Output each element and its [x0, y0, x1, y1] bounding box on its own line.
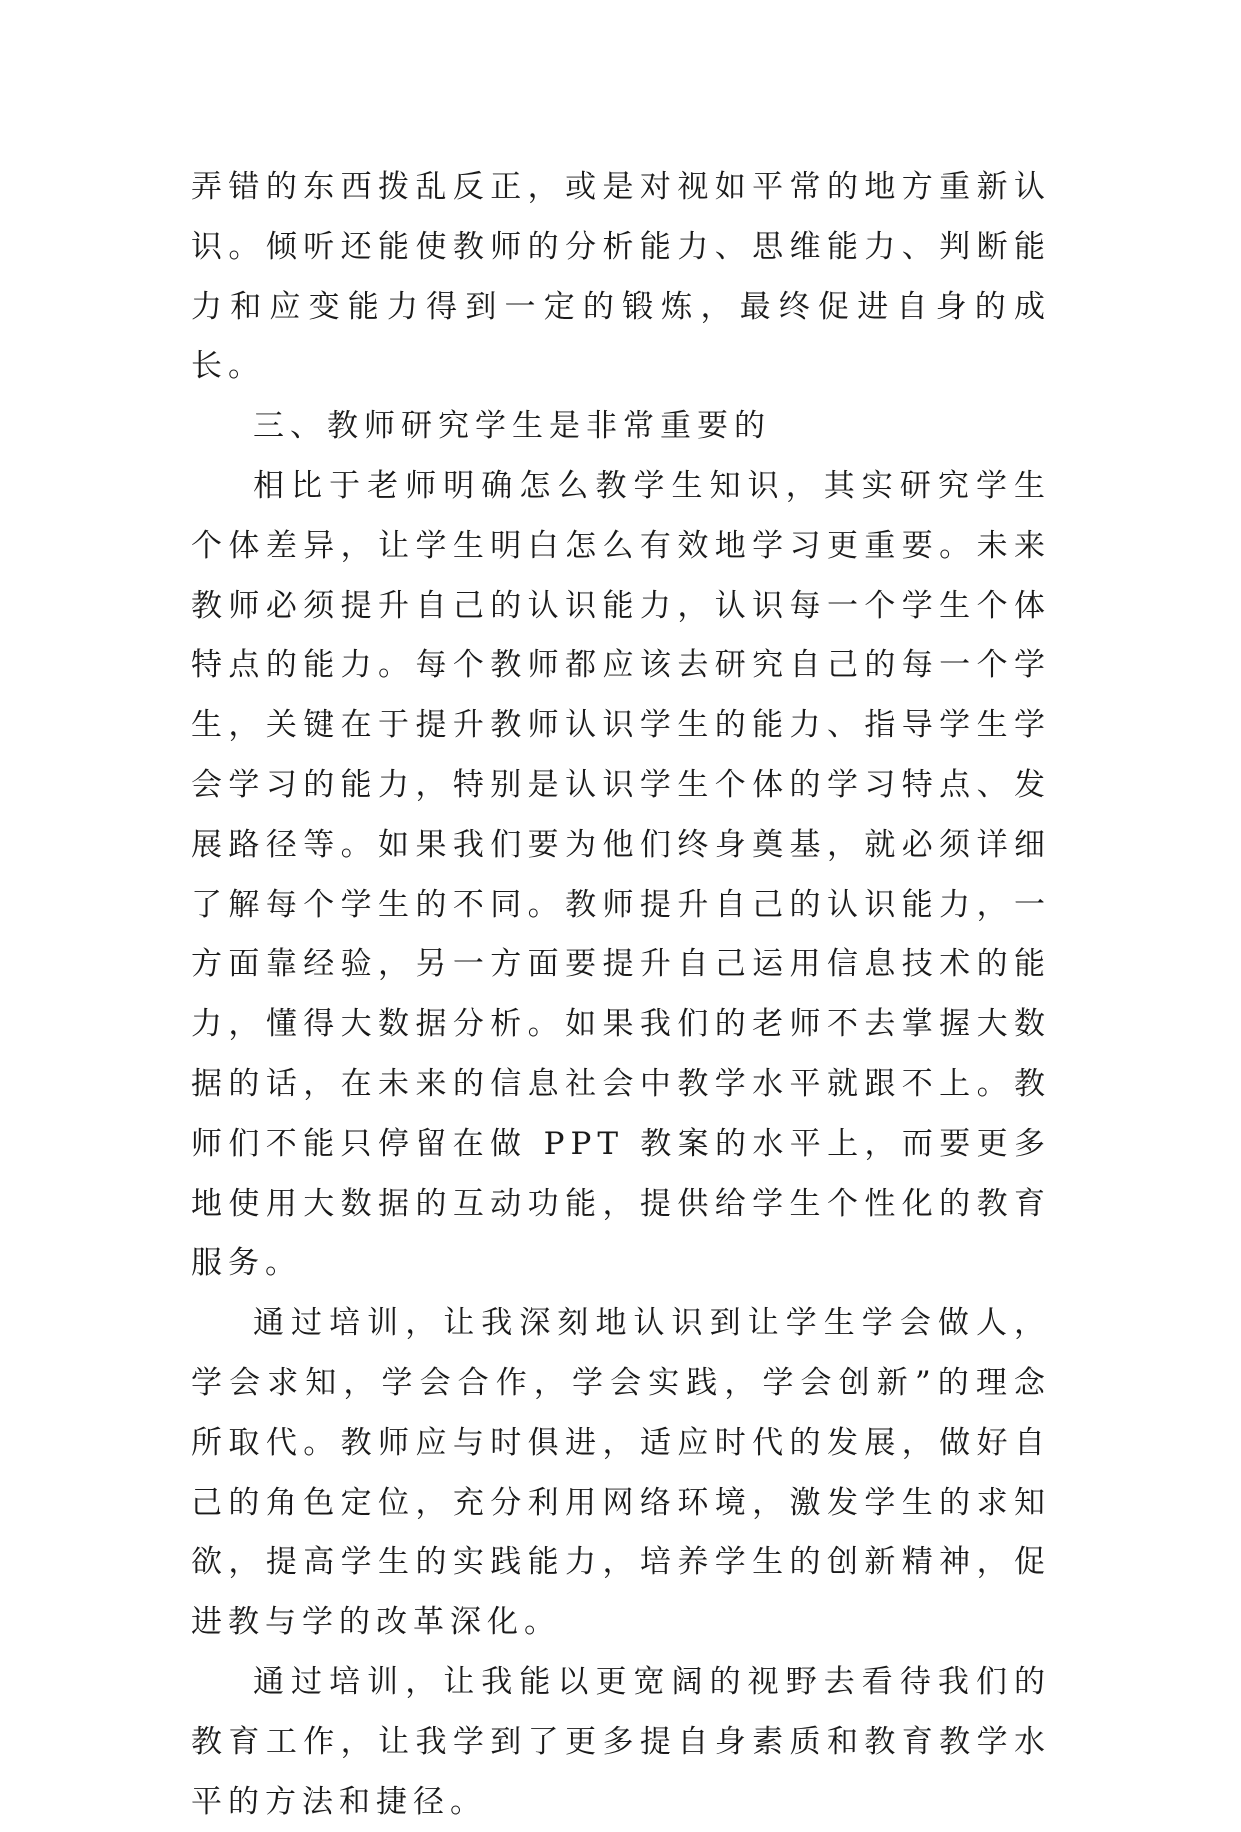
paragraph-continuation: 弄错的东西拨乱反正，或是对视如平常的地方重新认识。倾听还能使教师的分析能力、思维能力、判断能力和应变能力得到一定的锻炼，最终促进自身的成长。 [191, 169, 1051, 385]
document-body [191, 158, 1051, 1832]
paragraph-training-conclusion: 通过培训，让我能以更宽阔的视野去看待我们的教育工作，让我学到了更多提自身素质和教育教学水平的方法和捷径。 [191, 1663, 1051, 1820]
paragraph-training-insight: 通过培训，让我深刻地认识到让学生学会做人，学会求知，学会合作，学会实践，学会创新”的理念所取代。教师应与时俱进，适应时代的发展，做好自己的角色定位，充分利用网络环境，激发学生的求知欲，提高学生的实践能力，培养学生的创新精神，促进教与学的改革深化。 [191, 1305, 1051, 1641]
paragraph-student-research: 相比于老师明确怎么教学生知识，其实研究学生个体差异，让学生明白怎么有效地学习更重要。未来教师必须提升自己的认识能力，认识每一个学生个体特点的能力。每个教师都应该去研究自己的每一个学生，关键在于提升教师认识学生的能力、指导学生学会学习的能力，特别是认识学生个体的学习特点、发展路径等。如果我们要为他们终身奠基，就必须详细了解每个学生的不同。教师提升自己的认识能力，一方面靠经验，另一方面要提升自己运用信息技术的能力，懂得大数据分析。如果我们的老师不去掌握大数据的话，在未来的信息社会中教学水平就跟不上。教师们不能只停留在做 PPT 教案的水平上，而要更多地使用大数据的互动功能，提供给学生个性化的教育服务。 [191, 467, 1051, 1282]
section-heading: 三、教师研究学生是非常重要的 [253, 408, 771, 445]
